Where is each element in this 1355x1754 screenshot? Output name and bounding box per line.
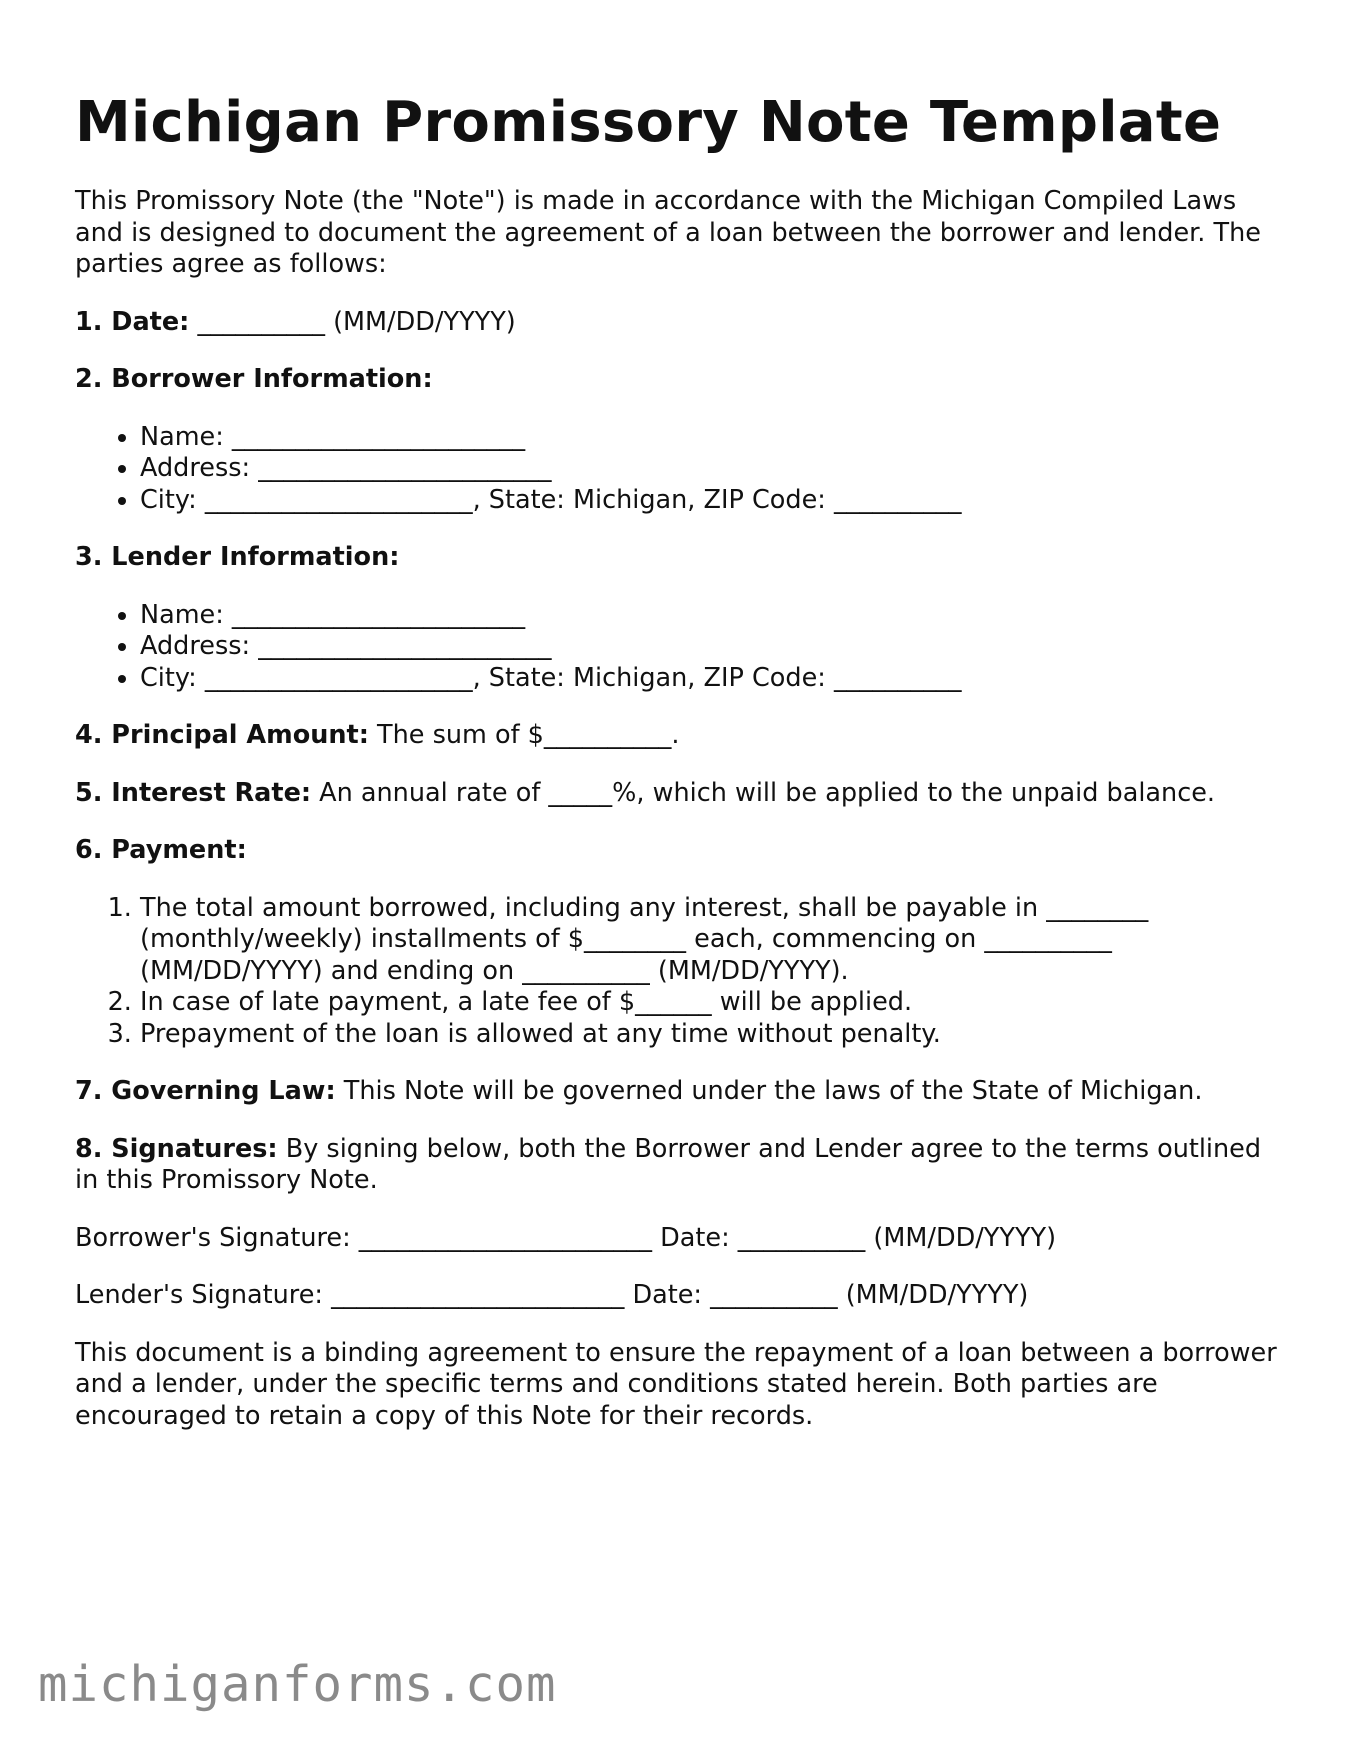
section-interest-text: An annual rate of _____%, which will be applied to the unpaid balance. [311,777,1216,808]
lender-info-list [75,600,1290,695]
section-date-label: 1. Date: [75,306,190,337]
section-governing-law-text: This Note will be governed under the laws of the State of Michigan. [335,1076,1203,1106]
section-interest-label: 5. Interest Rate: [75,777,312,808]
list-item: 1. The total amount borrowed, including any interest, shall be payable in ________ (monthly/weekly) installments of $________ each, commencing on __________ (MM/DD/YYYY) and ending on __________ (MM/DD/YYYY). [140,893,1290,988]
list-item: • Address: _______________________ [140,631,1290,663]
document-page [75,90,1290,1458]
section-principal-label: 4. Principal Amount: [75,720,369,750]
payment-terms-list [75,893,1290,1051]
section-date-text: __________ (MM/DD/YYYY) [189,306,516,337]
list-item: 2. In case of late payment, a late fee of $______ will be applied. [140,987,1290,1019]
page-title: Michigan Promissory Note Template [75,90,1222,155]
section-borrower-heading: 2. Borrower Information: [75,364,433,394]
section-principal [75,720,1290,752]
list-item: • City: _____________________, State: Michigan, ZIP Code: __________ [140,663,1290,695]
section-date [75,307,1290,339]
list-item: • Address: _______________________ [140,453,1290,485]
list-item: • City: _____________________, State: Michigan, ZIP Code: __________ [140,485,1290,517]
section-principal-text: The sum of $__________. [368,720,680,750]
borrower-info-list [75,422,1290,517]
borrower-signature-line: Borrower's Signature: _______________________ Date: __________ (MM/DD/YYYY) [75,1222,1057,1253]
section-lender-heading: 3. Lender Information: [75,542,400,572]
section-governing-law [75,1076,1290,1108]
list-item: 3. Prepayment of the loan is allowed at any time without penalty. [140,1019,1290,1051]
closing-paragraph: This document is a binding agreement to ensure the repayment of a loan between a borrower and a lender, under the specific terms and conditions stated herein. Both parties are encouraged to retain a copy of this Note for their records. [75,1337,1277,1431]
section-signatures [75,1134,1290,1197]
intro-paragraph: This Promissory Note (the "Note") is made in accordance with the Michigan Compiled Laws and is designed to document the agreement of a loan between the borrower and lender. The parties agree as follows: [75,186,1261,279]
list-item: • Name: _______________________ [140,600,1290,632]
list-item: • Name: _______________________ [140,422,1290,454]
lender-signature-line: Lender's Signature: _______________________ Date: __________ (MM/DD/YYYY) [75,1280,1029,1310]
section-signatures-label: 8. Signatures: [75,1133,278,1164]
section-governing-law-label: 7. Governing Law: [75,1076,336,1106]
section-signatures-text: By signing below, both the Borrower and Lender agree to the terms outlined in this Promissory Note. [75,1133,1262,1195]
section-interest [75,778,1290,810]
section-payment-heading: 6. Payment: [75,835,247,865]
site-watermark: michiganforms.com [38,1656,557,1713]
